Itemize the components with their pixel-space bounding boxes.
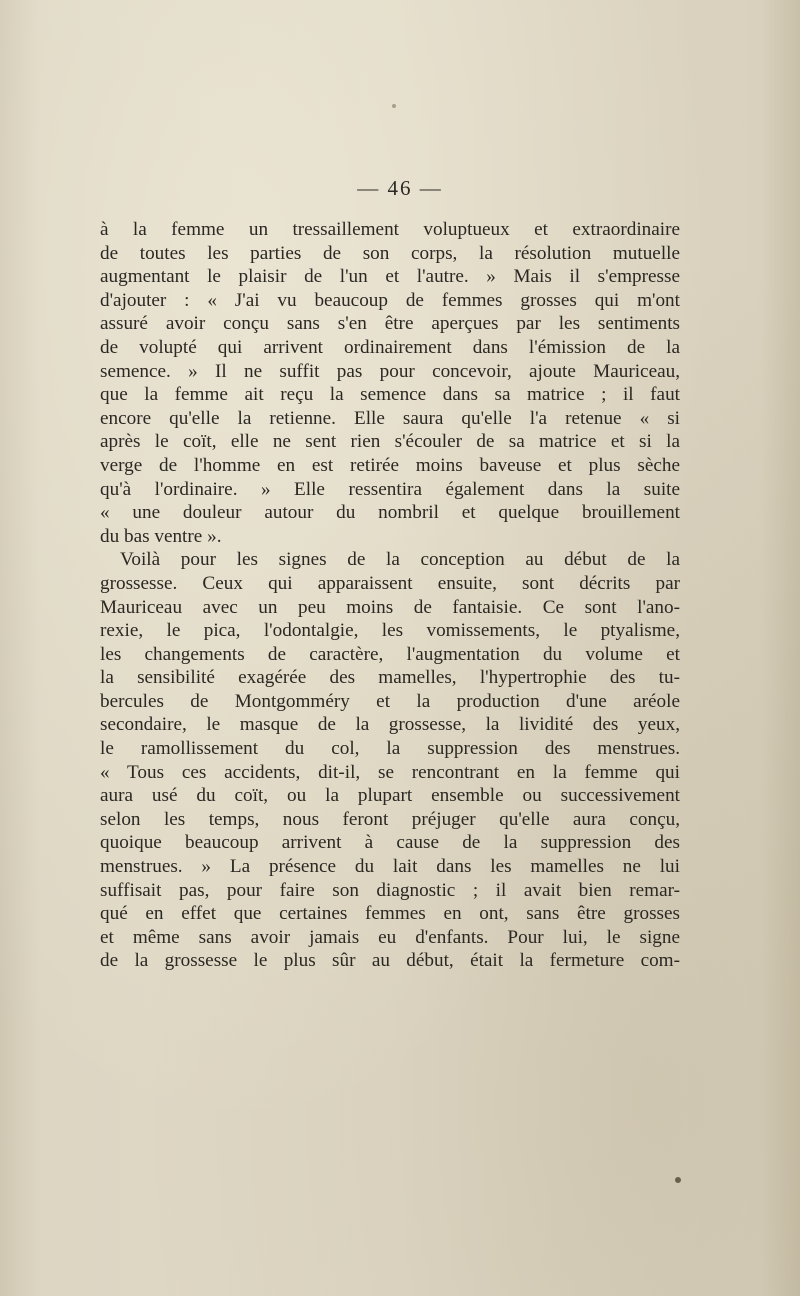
text-line: augmentant le plaisir de l'un et l'autre. » Mais il s'empresse (100, 266, 680, 288)
text-line: de toutes les parties de son corps, la résolution mutuelle (100, 242, 680, 264)
text-line: le ramollissement du col, la suppression des menstrues. (100, 738, 680, 760)
text-line: semence. » Il ne suffit pas pour concevoir, ajoute Mauriceau, (100, 360, 680, 382)
text-line: aura usé du coït, ou la plupart ensemble ou successivement (100, 785, 680, 807)
text-line: après le coït, elle ne sent rien s'écouler de sa matrice et si la (100, 431, 680, 453)
page-number: — 46 — (357, 176, 443, 200)
text-line: et même sans avoir jamais eu d'enfants. Pour lui, le signe (100, 926, 680, 948)
text-line: secondaire, le masque de la grossesse, la lividité des yeux, (100, 714, 680, 736)
text-line: menstrues. » La présence du lait dans les mamelles ne lui (100, 856, 680, 878)
text-line: les changements de caractère, l'augmentation du volume et (100, 643, 680, 665)
text-line: « Tous ces accidents, dit-il, se rencontrant en la femme qui (100, 761, 680, 783)
text-line-paragraph-end: du bas ventre ». (100, 525, 222, 547)
ink-speck (392, 104, 396, 108)
text-line: assuré avoir conçu sans s'en être aperçues par les sentiments (100, 313, 680, 335)
text-line: de la grossesse le plus sûr au début, était la fermeture com- (100, 950, 680, 972)
text-line: que la femme ait reçu la semence dans sa matrice ; il faut (100, 384, 680, 406)
text-line: Mauriceau avec un peu moins de fantaisie. Ce sont l'ano- (100, 596, 680, 618)
text-line: qué en effet que certaines femmes en ont, sans être grosses (100, 903, 680, 925)
text-line: selon les temps, nous feront préjuger qu'elle aura conçu, (100, 808, 680, 830)
text-line: d'ajouter : « J'ai vu beaucoup de femmes grosses qui m'ont (100, 289, 680, 311)
text-line: encore qu'elle la retienne. Elle saura qu'elle l'a retenue « si (100, 407, 680, 429)
text-line: à la femme un tressaillement voluptueux et extraordinaire (100, 219, 680, 240)
text-line: quoique beaucoup arrivent à cause de la suppression des (100, 832, 680, 854)
text-line: de volupté qui arrivent ordinairement dans l'émission de la (100, 336, 680, 358)
text-line: grossesse. Ceux qui apparaissent ensuite, sont décrits par (100, 572, 680, 594)
text-line-paragraph-start: Voilà pour les signes de la conception au début de la (120, 549, 680, 571)
body-text (100, 218, 680, 973)
text-line: verge de l'homme en est retirée moins baveuse et plus sèche (100, 454, 680, 476)
text-line: suffisait pas, pour faire son diagnostic ; il avait bien remar- (100, 879, 680, 901)
text-line: la sensibilité exagérée des mamelles, l'hypertrophie des tu- (100, 667, 680, 689)
ink-dot (675, 1177, 681, 1183)
text-line: qu'à l'ordinaire. » Elle ressentira également dans la suite (100, 478, 680, 500)
text-line: bercules de Montgomméry et la production d'une aréole (100, 690, 680, 712)
text-line: rexie, le pica, l'odontalgie, les vomissements, le ptyalisme, (100, 620, 680, 642)
text-line: « une douleur autour du nombril et quelque brouillement (100, 502, 680, 524)
